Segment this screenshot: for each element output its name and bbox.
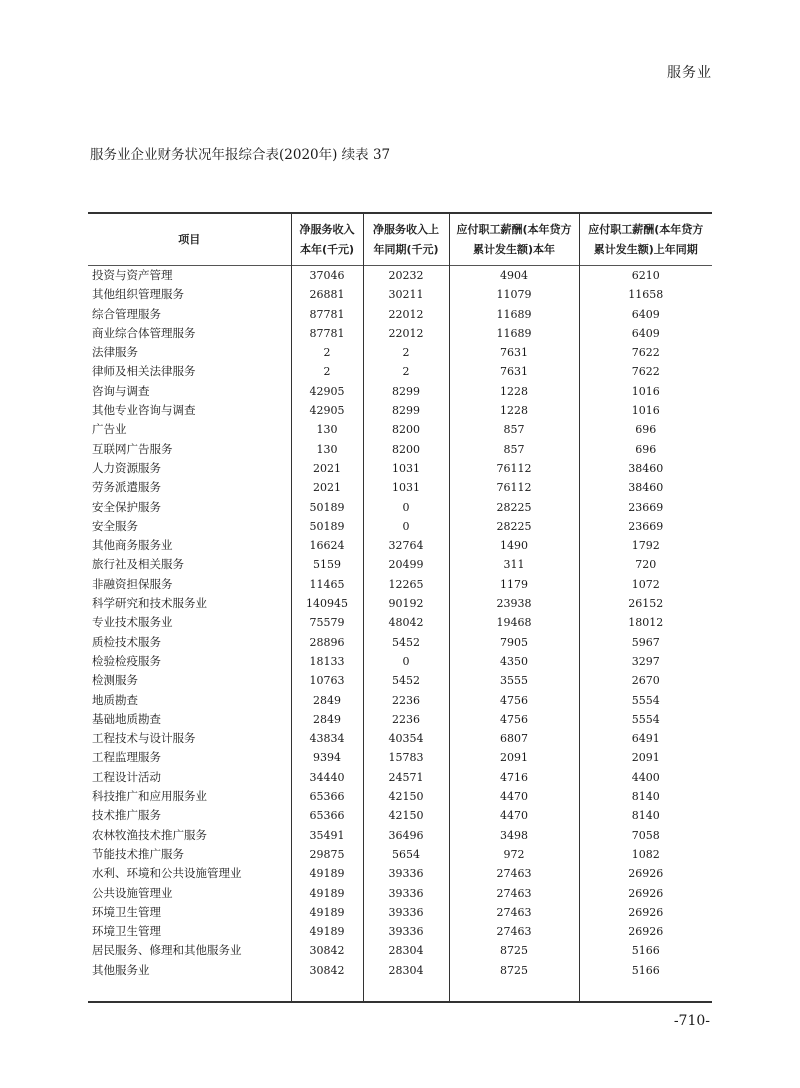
item-name-cell: 法律服务 (92, 345, 138, 360)
payroll-prior-cell: 7622 (579, 362, 712, 381)
payroll-current-cell: 27463 (449, 864, 579, 883)
net-revenue-current-cell: 75579 (291, 613, 363, 632)
net-revenue-current-cell: 43834 (291, 729, 363, 748)
header-payroll-prior (579, 213, 712, 266)
table-row (88, 498, 712, 517)
net-revenue-prior-cell: 36496 (363, 826, 449, 845)
item-name-cell: 商业综合体管理服务 (92, 325, 196, 340)
item-name-cell: 农林牧渔技术推广服务 (92, 827, 207, 842)
net-revenue-current-cell: 2849 (291, 710, 363, 729)
item-name-cell: 广告业 (92, 422, 127, 437)
net-revenue-prior-cell: 22012 (363, 305, 449, 324)
table-row (88, 768, 712, 787)
item-name-cell: 技术推广服务 (92, 808, 161, 823)
payroll-current-cell: 27463 (449, 884, 579, 903)
net-revenue-prior-cell: 2236 (363, 710, 449, 729)
table-row (88, 806, 712, 825)
table-row (88, 613, 712, 632)
net-revenue-prior-cell: 8200 (363, 440, 449, 459)
payroll-prior-cell: 6210 (579, 266, 712, 286)
payroll-current-cell: 2091 (449, 748, 579, 767)
item-name-cell: 质检技术服务 (92, 634, 161, 649)
payroll-prior-cell: 720 (579, 555, 712, 574)
item-name-cell: 非融资担保服务 (92, 576, 173, 591)
payroll-current-cell: 4756 (449, 710, 579, 729)
payroll-prior-cell: 8140 (579, 806, 712, 825)
table-body (88, 266, 712, 1002)
payroll-prior-cell: 38460 (579, 459, 712, 478)
payroll-prior-cell: 1016 (579, 401, 712, 420)
net-revenue-current-cell: 65366 (291, 806, 363, 825)
table-row (88, 922, 712, 941)
item-name-cell: 工程设计活动 (92, 769, 161, 784)
net-revenue-prior-cell: 22012 (363, 324, 449, 343)
payroll-prior-cell: 3297 (579, 652, 712, 671)
payroll-prior-cell: 6409 (579, 324, 712, 343)
net-revenue-prior-cell: 1031 (363, 459, 449, 478)
item-name-cell: 地质勘查 (92, 692, 138, 707)
net-revenue-prior-cell: 90192 (363, 594, 449, 613)
payroll-prior-cell: 23669 (579, 517, 712, 536)
payroll-current-cell: 4470 (449, 787, 579, 806)
net-revenue-current-cell: 28896 (291, 633, 363, 652)
table-row (88, 420, 712, 439)
item-name-cell: 公共设施管理业 (92, 885, 173, 900)
payroll-prior-cell: 696 (579, 440, 712, 459)
payroll-current-cell: 1490 (449, 536, 579, 555)
item-name-cell: 律师及相关法律服务 (92, 364, 196, 379)
item-name-cell: 其他服务业 (92, 962, 150, 977)
net-revenue-current-cell: 30842 (291, 941, 363, 960)
net-revenue-prior-cell: 8299 (363, 401, 449, 420)
item-name-cell: 检验检疫服务 (92, 653, 161, 668)
header-net-revenue-current (291, 213, 363, 266)
net-revenue-current-cell: 140945 (291, 594, 363, 613)
empty-cell (579, 980, 712, 1002)
payroll-current-cell: 311 (449, 555, 579, 574)
item-name-cell: 综合管理服务 (92, 306, 161, 321)
table-row (88, 459, 712, 478)
payroll-prior-cell: 18012 (579, 613, 712, 632)
payroll-current-cell: 7631 (449, 343, 579, 362)
net-revenue-current-cell: 49189 (291, 864, 363, 883)
table-row (88, 440, 712, 459)
payroll-current-cell: 972 (449, 845, 579, 864)
payroll-current-cell: 76112 (449, 459, 579, 478)
payroll-prior-cell: 4400 (579, 768, 712, 787)
payroll-current-cell: 11079 (449, 285, 579, 304)
net-revenue-prior-cell: 20232 (363, 266, 449, 286)
table-row (88, 748, 712, 767)
table-row (88, 941, 712, 960)
table-row (88, 517, 712, 536)
payroll-prior-cell: 7058 (579, 826, 712, 845)
net-revenue-current-cell: 2 (291, 343, 363, 362)
header-line: 净服务收入上 (373, 222, 439, 236)
item-name-cell: 基础地质勘查 (92, 711, 161, 726)
table-row (88, 362, 712, 381)
header-line: 净服务收入 (299, 222, 355, 236)
payroll-current-cell: 27463 (449, 903, 579, 922)
payroll-current-cell: 8725 (449, 941, 579, 960)
table-row (88, 903, 712, 922)
item-name-cell: 科学研究和技术服务业 (92, 596, 207, 611)
payroll-current-cell: 11689 (449, 324, 579, 343)
header-line: 应付职工薪酬(本年贷方 (588, 222, 704, 236)
payroll-prior-cell: 1792 (579, 536, 712, 555)
item-name-cell: 咨询与调查 (92, 383, 150, 398)
financial-table-container (88, 212, 712, 1003)
payroll-prior-cell: 26926 (579, 922, 712, 941)
net-revenue-prior-cell: 39336 (363, 922, 449, 941)
item-name-cell: 专业技术服务业 (92, 615, 173, 630)
payroll-current-cell: 1228 (449, 382, 579, 401)
table-title: 服务业企业财务状况年报综合表(2020年) 续表 37 (90, 147, 391, 163)
table-row (88, 787, 712, 806)
net-revenue-prior-cell: 5452 (363, 671, 449, 690)
item-name-cell: 投资与资产管理 (92, 268, 173, 282)
payroll-current-cell: 28225 (449, 517, 579, 536)
payroll-prior-cell: 26152 (579, 594, 712, 613)
item-name-cell: 人力资源服务 (92, 460, 161, 475)
net-revenue-prior-cell: 28304 (363, 941, 449, 960)
net-revenue-current-cell: 42905 (291, 382, 363, 401)
item-name-cell: 水利、环境和公共设施管理业 (92, 866, 242, 881)
payroll-prior-cell: 1082 (579, 845, 712, 864)
item-name-cell: 互联网广告服务 (92, 441, 173, 456)
empty-cell (363, 980, 449, 1002)
item-name-cell: 其他专业咨询与调查 (92, 403, 196, 418)
net-revenue-prior-cell: 2 (363, 343, 449, 362)
payroll-current-cell: 4470 (449, 806, 579, 825)
item-name-cell: 科技推广和应用服务业 (92, 789, 207, 804)
table-row (88, 382, 712, 401)
financial-table (88, 212, 712, 1003)
header-row (88, 213, 712, 266)
net-revenue-current-cell: 5159 (291, 555, 363, 574)
table-row (88, 324, 712, 343)
net-revenue-current-cell: 49189 (291, 884, 363, 903)
net-revenue-prior-cell: 8299 (363, 382, 449, 401)
payroll-prior-cell: 23669 (579, 498, 712, 517)
empty-cell (291, 980, 363, 1002)
payroll-prior-cell: 8140 (579, 787, 712, 806)
item-name-cell: 工程技术与设计服务 (92, 731, 196, 746)
table-row (88, 671, 712, 690)
payroll-prior-cell: 38460 (579, 478, 712, 497)
net-revenue-current-cell: 50189 (291, 498, 363, 517)
net-revenue-prior-cell: 12265 (363, 575, 449, 594)
header-net-revenue-prior (363, 213, 449, 266)
net-revenue-prior-cell: 1031 (363, 478, 449, 497)
net-revenue-prior-cell: 40354 (363, 729, 449, 748)
payroll-current-cell: 27463 (449, 922, 579, 941)
payroll-current-cell: 4756 (449, 691, 579, 710)
payroll-prior-cell: 5554 (579, 710, 712, 729)
payroll-current-cell: 7631 (449, 362, 579, 381)
item-name-cell: 其他组织管理服务 (92, 287, 184, 302)
item-name-cell: 环境卫生管理 (92, 904, 161, 919)
empty-cell (88, 980, 291, 1002)
payroll-current-cell: 4904 (449, 266, 579, 286)
payroll-current-cell: 76112 (449, 478, 579, 497)
net-revenue-prior-cell: 5452 (363, 633, 449, 652)
net-revenue-current-cell: 29875 (291, 845, 363, 864)
table-row (88, 401, 712, 420)
table-row (88, 864, 712, 883)
net-revenue-current-cell: 130 (291, 440, 363, 459)
payroll-prior-cell: 5967 (579, 633, 712, 652)
payroll-current-cell: 28225 (449, 498, 579, 517)
net-revenue-current-cell: 34440 (291, 768, 363, 787)
payroll-prior-cell: 11658 (579, 285, 712, 304)
payroll-current-cell: 857 (449, 440, 579, 459)
item-name-cell: 安全服务 (92, 518, 138, 533)
running-head: 服务业 (667, 65, 712, 81)
net-revenue-current-cell: 65366 (291, 787, 363, 806)
net-revenue-prior-cell: 2236 (363, 691, 449, 710)
net-revenue-prior-cell: 32764 (363, 536, 449, 555)
header-line: 本年(千元) (299, 242, 355, 256)
payroll-prior-cell: 7622 (579, 343, 712, 362)
net-revenue-current-cell: 50189 (291, 517, 363, 536)
net-revenue-prior-cell: 28304 (363, 961, 449, 980)
payroll-prior-cell: 6409 (579, 305, 712, 324)
table-row (88, 729, 712, 748)
table-row (88, 594, 712, 613)
net-revenue-current-cell: 37046 (291, 266, 363, 286)
header-line: 应付职工薪酬(本年贷方 (456, 222, 572, 236)
header-line: 项目 (178, 232, 201, 246)
net-revenue-current-cell: 18133 (291, 652, 363, 671)
item-name-cell: 安全保护服务 (92, 499, 161, 514)
payroll-current-cell: 11689 (449, 305, 579, 324)
header-line: 累计发生额)上年同期 (593, 242, 698, 256)
net-revenue-prior-cell: 48042 (363, 613, 449, 632)
net-revenue-current-cell: 11465 (291, 575, 363, 594)
payroll-prior-cell: 5554 (579, 691, 712, 710)
payroll-current-cell: 1179 (449, 575, 579, 594)
payroll-prior-cell: 26926 (579, 884, 712, 903)
table-row (88, 285, 712, 304)
net-revenue-current-cell: 35491 (291, 826, 363, 845)
payroll-current-cell: 19468 (449, 613, 579, 632)
item-name-cell: 检测服务 (92, 673, 138, 688)
item-name-cell: 居民服务、修理和其他服务业 (92, 943, 242, 958)
net-revenue-prior-cell: 24571 (363, 768, 449, 787)
payroll-prior-cell: 696 (579, 420, 712, 439)
table-row (88, 826, 712, 845)
item-name-cell: 节能技术推广服务 (92, 846, 184, 861)
item-name-cell: 旅行社及相关服务 (92, 557, 184, 572)
table-row (88, 691, 712, 710)
net-revenue-prior-cell: 0 (363, 517, 449, 536)
table-row (88, 633, 712, 652)
net-revenue-prior-cell: 5654 (363, 845, 449, 864)
net-revenue-prior-cell: 0 (363, 652, 449, 671)
net-revenue-current-cell: 2849 (291, 691, 363, 710)
net-revenue-current-cell: 87781 (291, 305, 363, 324)
header-item (88, 213, 291, 266)
payroll-current-cell: 3498 (449, 826, 579, 845)
payroll-current-cell: 3555 (449, 671, 579, 690)
net-revenue-current-cell: 42905 (291, 401, 363, 420)
net-revenue-prior-cell: 30211 (363, 285, 449, 304)
net-revenue-prior-cell: 15783 (363, 748, 449, 767)
table-row (88, 536, 712, 555)
net-revenue-current-cell: 2021 (291, 459, 363, 478)
net-revenue-current-cell: 9394 (291, 748, 363, 767)
payroll-prior-cell: 5166 (579, 961, 712, 980)
item-name-cell: 其他商务服务业 (92, 538, 173, 553)
net-revenue-prior-cell: 39336 (363, 864, 449, 883)
net-revenue-current-cell: 30842 (291, 961, 363, 980)
payroll-current-cell: 4716 (449, 768, 579, 787)
payroll-current-cell: 1228 (449, 401, 579, 420)
net-revenue-prior-cell: 8200 (363, 420, 449, 439)
table-row (88, 575, 712, 594)
table-row (88, 305, 712, 324)
table-row (88, 961, 712, 980)
table-spacer-row (88, 980, 712, 1002)
table-row (88, 343, 712, 362)
net-revenue-current-cell: 26881 (291, 285, 363, 304)
table-row (88, 845, 712, 864)
net-revenue-current-cell: 49189 (291, 903, 363, 922)
net-revenue-current-cell: 10763 (291, 671, 363, 690)
header-line: 年同期(千元) (373, 242, 439, 256)
table-row (88, 884, 712, 903)
payroll-prior-cell: 1016 (579, 382, 712, 401)
table-row (88, 652, 712, 671)
payroll-prior-cell: 5166 (579, 941, 712, 960)
net-revenue-prior-cell: 39336 (363, 884, 449, 903)
net-revenue-current-cell: 130 (291, 420, 363, 439)
net-revenue-current-cell: 49189 (291, 922, 363, 941)
payroll-current-cell: 6807 (449, 729, 579, 748)
table-row (88, 555, 712, 574)
header-line: 累计发生额)本年 (472, 242, 556, 256)
payroll-current-cell: 7905 (449, 633, 579, 652)
net-revenue-prior-cell: 20499 (363, 555, 449, 574)
payroll-prior-cell: 6491 (579, 729, 712, 748)
payroll-current-cell: 8725 (449, 961, 579, 980)
header-payroll-current (449, 213, 579, 266)
item-name-cell: 环境卫生管理 (92, 924, 161, 939)
net-revenue-prior-cell: 39336 (363, 903, 449, 922)
table-row (88, 478, 712, 497)
empty-cell (449, 980, 579, 1002)
payroll-prior-cell: 1072 (579, 575, 712, 594)
item-name-cell: 工程监理服务 (92, 750, 161, 765)
table-row (88, 710, 712, 729)
item-name-cell: 劳务派遣服务 (92, 480, 161, 495)
payroll-prior-cell: 2091 (579, 748, 712, 767)
net-revenue-current-cell: 87781 (291, 324, 363, 343)
net-revenue-prior-cell: 2 (363, 362, 449, 381)
net-revenue-current-cell: 16624 (291, 536, 363, 555)
payroll-prior-cell: 2670 (579, 671, 712, 690)
payroll-current-cell: 4350 (449, 652, 579, 671)
table-row (88, 266, 712, 286)
net-revenue-prior-cell: 0 (363, 498, 449, 517)
net-revenue-prior-cell: 42150 (363, 806, 449, 825)
payroll-current-cell: 857 (449, 420, 579, 439)
net-revenue-current-cell: 2 (291, 362, 363, 381)
page-number: -710- (673, 1013, 710, 1029)
payroll-current-cell: 23938 (449, 594, 579, 613)
net-revenue-current-cell: 2021 (291, 478, 363, 497)
payroll-prior-cell: 26926 (579, 903, 712, 922)
net-revenue-prior-cell: 42150 (363, 787, 449, 806)
payroll-prior-cell: 26926 (579, 864, 712, 883)
